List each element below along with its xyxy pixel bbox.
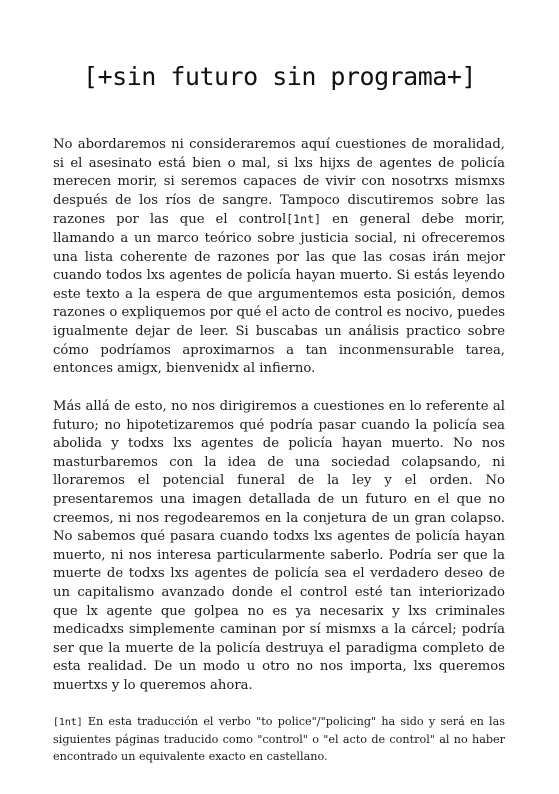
paragraph-1-text-end: en general debe morir, llamando a un marco teórico sobre justicia social, ni ofreceremos una lista coherente de razones por las que las cosas irán mejor cuando todos lxs agentes de policía hayan muerto. Si estás leyendo este texto a la espera de que argumentemos esta posición, demos razones o expliquemos por qué el acto de control es nocivo, puedes igualmente dejar de leer. Si buscabas un análisis practico sobre cómo podríamos aproximarnos a tan inconmensurable tarea, entonces amigx, bienvenidx al infierno. [53,212,505,377]
paragraph-1-text-start: No abordaremos ni consideraremos aquí cuestiones de moralidad, si el asesinato está bien o mal, si lxs hijxs de agentes de policía merecen morir, si seremos capaces de vivir con nosotrxs mismxs después de los ríos de sangre. Tampoco discutiremos sobre las razones por las que el control [53,137,505,228]
footnote [53,713,505,765]
page-title: [+sin futuro sin programa+] [83,62,476,91]
footnote-text: En esta traducción el verbo "to police"/"policing" ha sido y será en las siguientes páginas traducido como "control" o "el acto de control" al no haber encontrado un equivalente exacto en castellano. [53,715,505,763]
footnote-marker: [1nt] [53,717,83,728]
footnote-reference: [1nt] [286,212,322,227]
body-paragraph-2: Más allá de esto, no nos dirigiremos a cuestiones en lo referente al futuro; no hipotetizaremos qué podría pasar cuando la policía sea abolida y todxs lxs agentes de policía hayan muerto. No nos masturbaremos con la idea de una sociedad colapsando, ni lloraremos el potencial funeral de la ley y el orden. No presentaremos una imagen detallada de un futuro en el que no creemos, ni nos regodearemos en la conjetura de un gran colapso. No sabemos qué pasara cuando todxs lxs agentes de policía hayan muerto, ni nos interesa particularmente saberlo. Podría ser que la muerte de todxs lxs agentes de policía sea el verdadero deseo de un capitalismo avanzado donde el control esté tan interiorizado que lx agente que golpea no es ya necesarix y lxs criminales medicadxs simplemente caminan por sí mismxs a la cárcel; podría ser que la muerte de la policía destruya el paradigma completo de esta realidad. De un modo u otro no nos importa, lxs queremos muertxs y lo queremos ahora. [53,399,505,693]
body-paragraph-1 [53,136,505,379]
